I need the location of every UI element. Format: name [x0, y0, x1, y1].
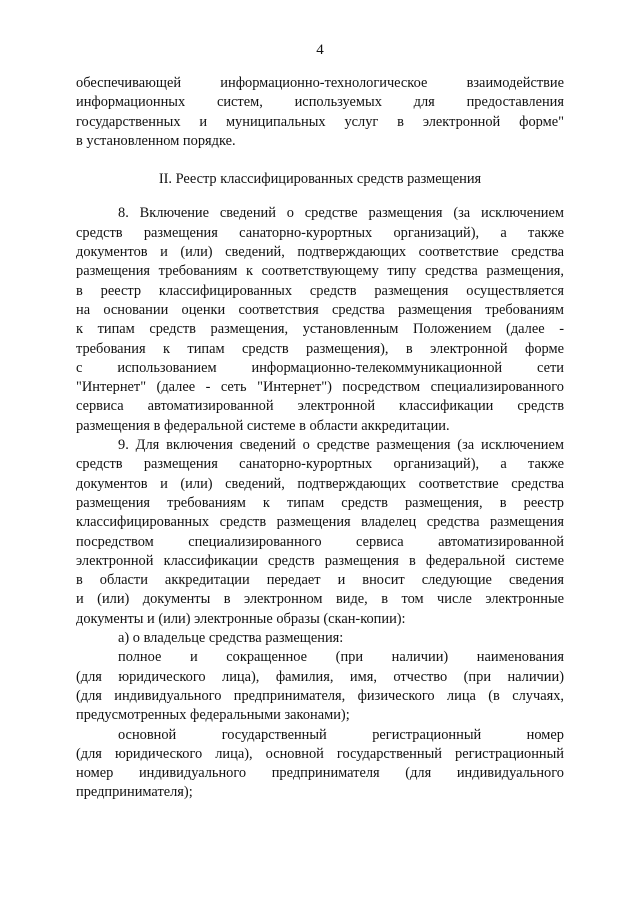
text-line: с использованием информационно-телекоммуникационной сети [76, 359, 564, 376]
text-line: (для юридического лица), фамилия, имя, отчество (при наличии) [76, 668, 564, 685]
text-line: в области аккредитации передает и вносит следующие сведения [76, 572, 564, 589]
text-line: информационных систем, используемых для предоставления [76, 94, 564, 111]
text-line: средств размещения санаторно-курортных организаций), а также [76, 456, 564, 473]
text-line: (для юридического лица), основной государственный регистрационный [76, 745, 564, 762]
text-line: размещения требованиям к соответствующему типу средства размещения, [76, 263, 564, 280]
text-line: классифицированных средств размещения владелец средства размещения [76, 514, 564, 531]
section-heading: II. Реестр классифицированных средств размещения [158, 171, 482, 188]
text-line: в реестр классифицированных средств размещения осуществляется [76, 282, 564, 299]
text-line: в установленном порядке. [76, 132, 236, 149]
text-line: документы и (или) электронные образы (скан-копии): [76, 610, 406, 627]
text-line: 8. Включение сведений о средстве размещения (за исключением [118, 205, 564, 222]
paragraph-8 [76, 204, 564, 436]
text-line: и (или) документы в электронном виде, в том числе электронные [76, 591, 564, 608]
text-line: размещения в федеральной системе в области аккредитации. [76, 417, 450, 434]
paragraph-9 [76, 436, 564, 629]
text-line: документов и (или) сведений, подтверждающих соответствие средства [76, 244, 564, 261]
text-line: (для индивидуального предпринимателя, физического лица (в случаях, [76, 687, 564, 704]
text-line: обеспечивающей информационно-технологическое взаимодействие [76, 75, 564, 91]
text-line: 9. Для включения сведений о средстве размещения (за исключением [118, 437, 564, 454]
text-line: сервиса автоматизированной электронной классификации средств [76, 398, 564, 415]
document-body [76, 74, 564, 803]
text-line: средств размещения санаторно-курортных организаций), а также [76, 224, 564, 241]
text-line: полное и сокращенное (при наличии) наименования [118, 649, 564, 666]
subitem-name [76, 648, 564, 725]
text-line: документов и (или) сведений, подтверждающих соответствие средства [76, 475, 564, 492]
text-line: требования к типам средств размещения), в электронной форме [76, 340, 564, 357]
text-line: государственных и муниципальных услуг в электронной форме" [76, 113, 564, 130]
intro-paragraph [76, 74, 564, 151]
text-line: посредством специализированного сервиса автоматизированной [76, 533, 564, 550]
text-line: предпринимателя); [76, 784, 193, 801]
text-line: к типам средств размещения, установленным Положением (далее - [76, 321, 564, 338]
subitem-registration-number [76, 726, 564, 803]
text-line: на основании оценки соответствия средства размещения требованиям [76, 301, 564, 318]
text-line: предусмотренных федеральными законами); [76, 707, 350, 724]
text-line: размещения требованиям к типам средств размещения, в реестр [76, 494, 564, 511]
text-line: основной государственный регистрационный номер [118, 726, 564, 743]
text-line: электронной классификации средств размещения в федеральной системе [76, 552, 564, 569]
item-a: а) о владельце средства размещения: [118, 630, 344, 647]
page-number: 4 [316, 42, 324, 58]
text-line: "Интернет" (далее - сеть "Интернет") посредством специализированного [76, 379, 564, 396]
text-line: номер индивидуального предпринимателя (для индивидуального [76, 765, 564, 782]
